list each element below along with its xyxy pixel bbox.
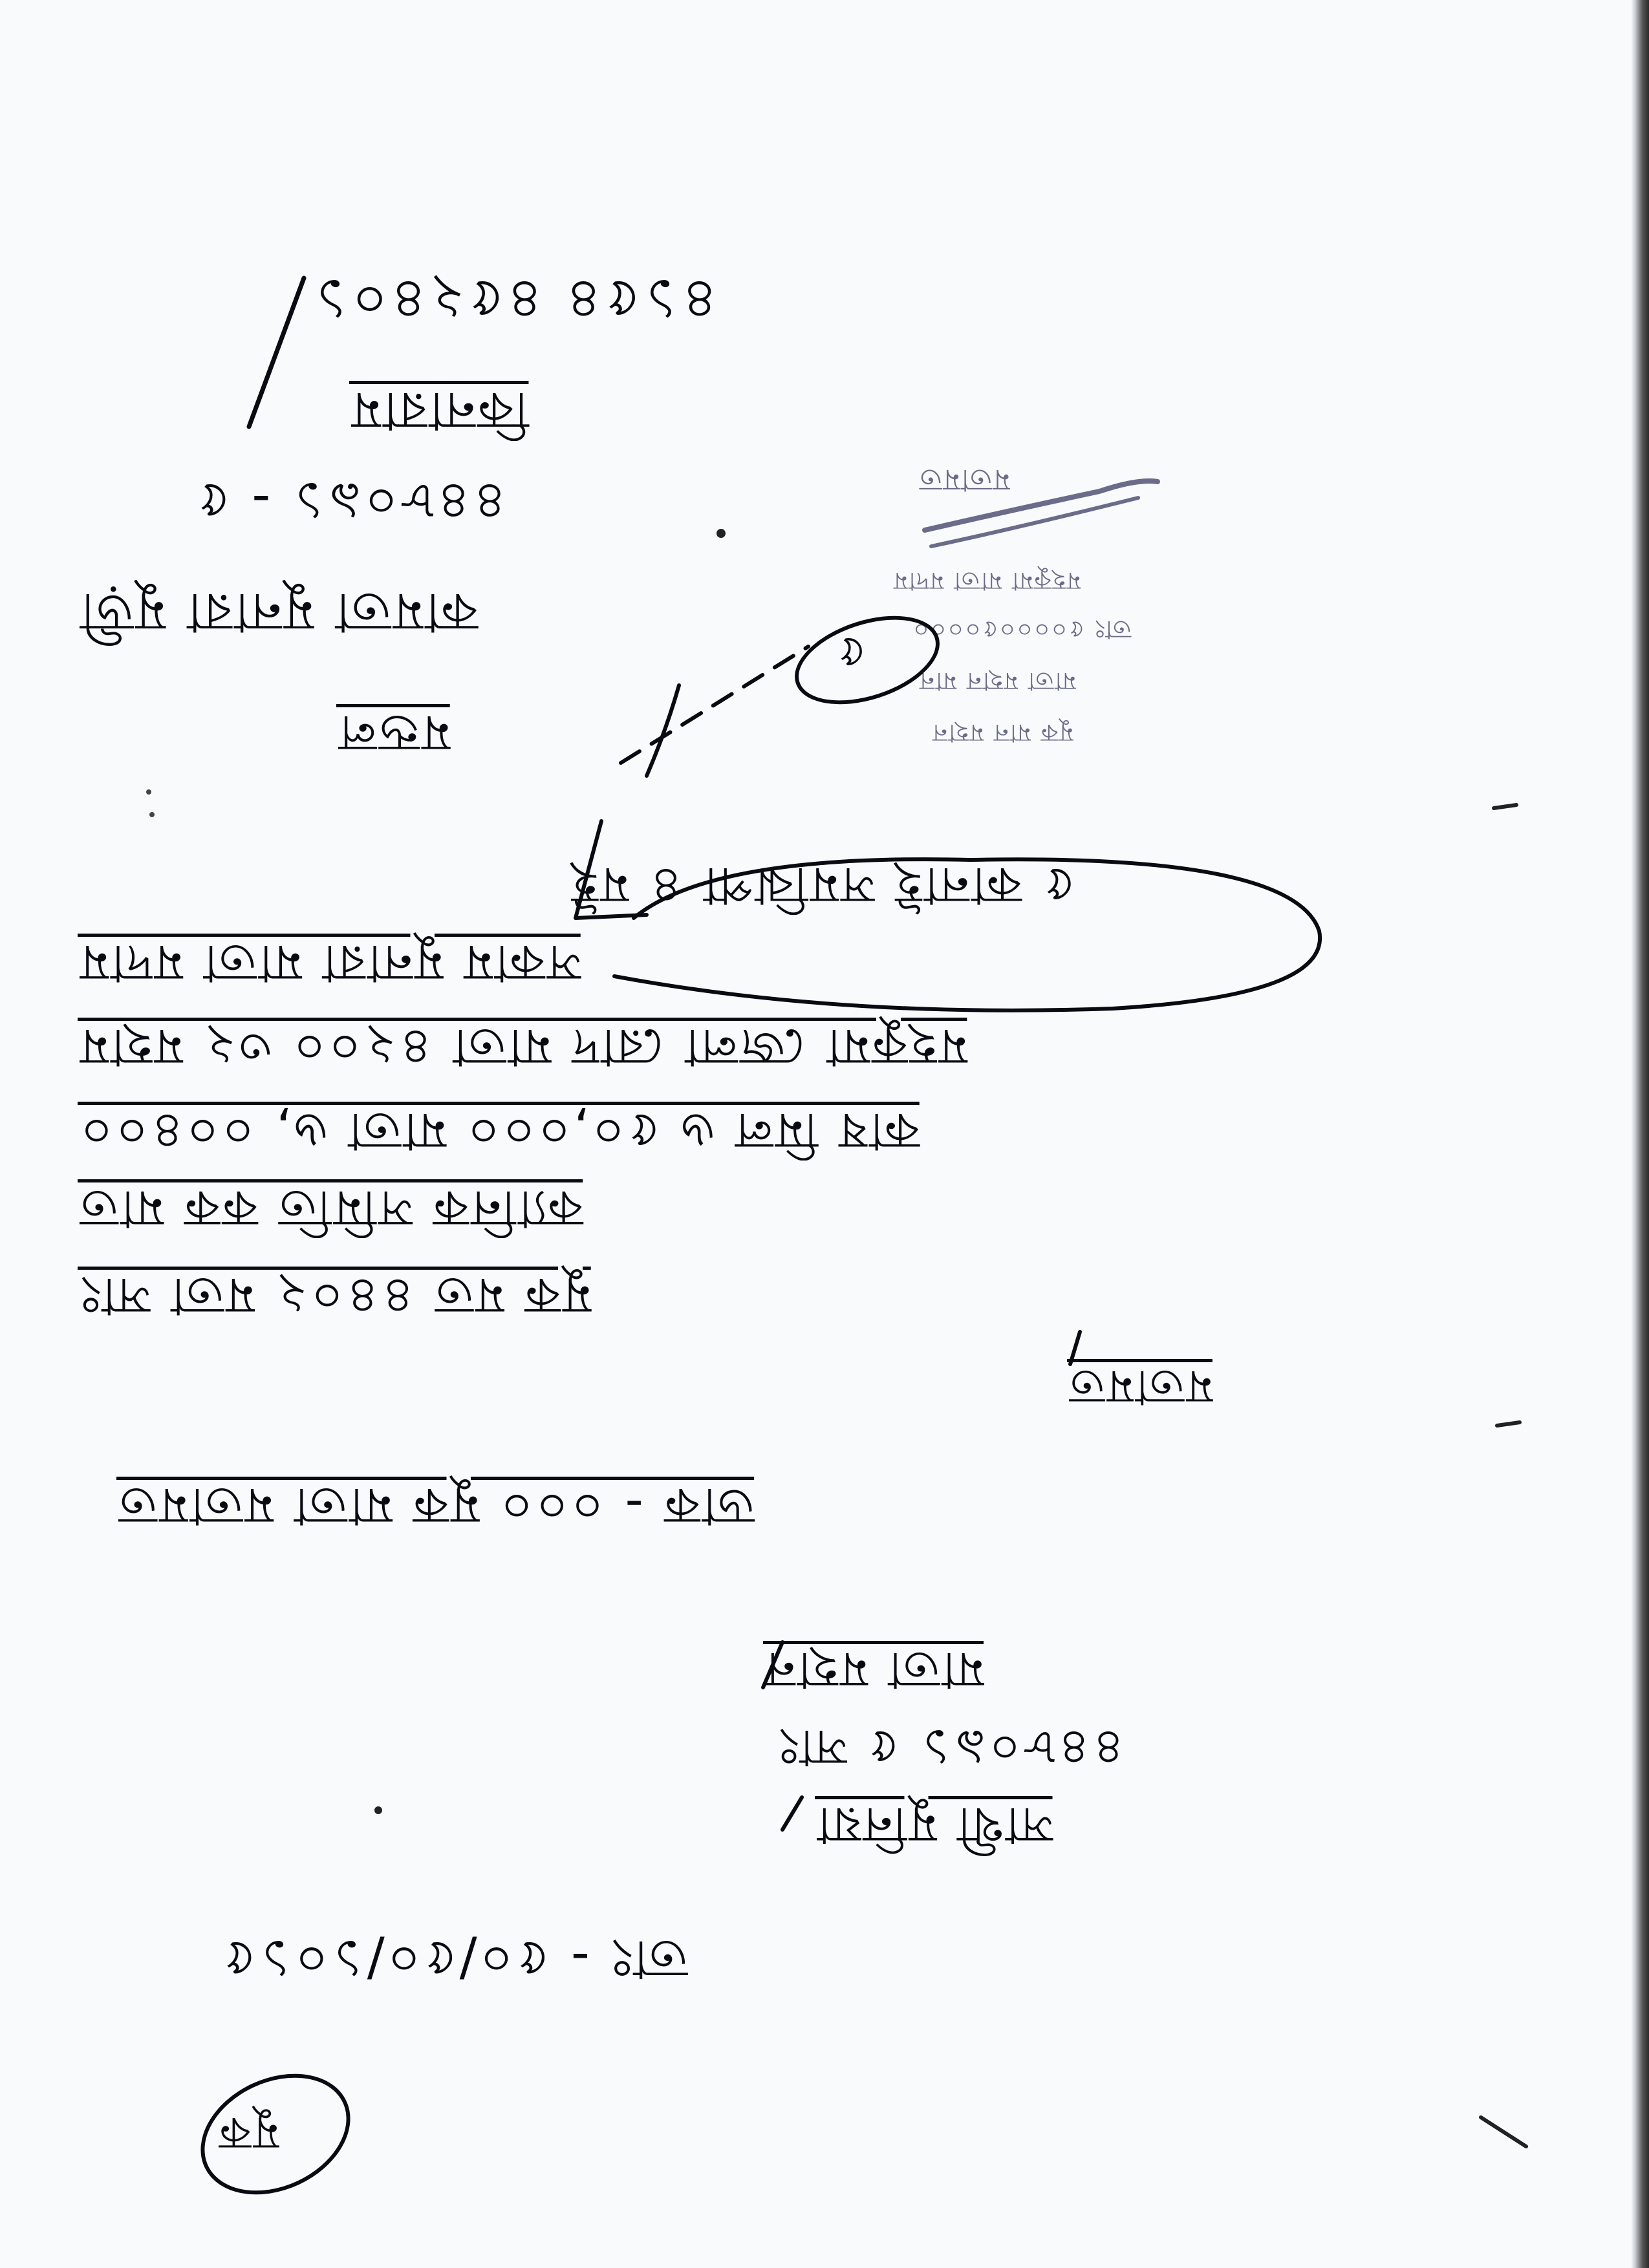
body-bracket-stroke xyxy=(576,821,647,918)
circled-mark: ৫ xyxy=(834,626,867,679)
body-line-7: মতামত xyxy=(1067,1360,1212,1415)
body-line-1: ৫ কানাই সমঝিপা ৪ মই xyxy=(569,856,1075,914)
corner-mark: মুক xyxy=(217,2107,279,2160)
letter-line-signature-word: মন্ডল xyxy=(336,704,450,762)
date-line: তাং - ৫০/৫০/১০১৫ xyxy=(220,1929,687,1989)
small-curve-stroke xyxy=(647,685,679,776)
letter-line-number: ৪১৫৪ ৪৫২৪০১ xyxy=(310,267,718,332)
signature-line-1: মাতা মহান xyxy=(763,1642,984,1699)
subject-line: ডাক - ০০০ মুক মাতা মতামত xyxy=(116,1477,755,1535)
letter-line-address: কামতা মুনারা মুড়ী xyxy=(78,581,478,643)
letter-line-name: কিনারাম xyxy=(349,381,529,441)
stamp-line-3: তাং ৫০০০০৫০০০০ xyxy=(912,615,1131,644)
body-line-4: কাষ মিল ৬ ৫০,০০০ মাতা ৬, ০০৪০০ xyxy=(78,1102,920,1160)
letter-line-code: ৪৪৮০৯১ - ৫ xyxy=(194,471,507,531)
body-line-5: ক্যানিক সমিতি কক মাত xyxy=(78,1179,583,1237)
stamp-line-4: মাতা মহান মান xyxy=(918,667,1076,696)
body-loop-stroke xyxy=(614,859,1320,1011)
diagonal-dashed-stroke xyxy=(621,647,808,763)
body-line-2: সকাম মুনারা মাতা মদাম xyxy=(78,934,581,992)
signature-line-2: ৪৪৮০৯১ ৫ সাং xyxy=(776,1719,1125,1777)
signature-line-3: সাথী মুনিয়া xyxy=(815,1797,1053,1854)
stamp-line-5: মুক মান মহান xyxy=(931,719,1073,747)
body-line-6: মুক মত ৪৪০২ মতা সাং xyxy=(78,1267,591,1325)
stamp-line-1: মতামত xyxy=(918,463,1010,498)
header-left-stroke xyxy=(249,278,304,427)
body-line-3: মহকুমা জেলা রোদ মাতা ৪২০০ ৩২ মহাম xyxy=(78,1018,967,1076)
stamp-line-2: মহকুমা মাতা মদাম xyxy=(892,567,1081,595)
